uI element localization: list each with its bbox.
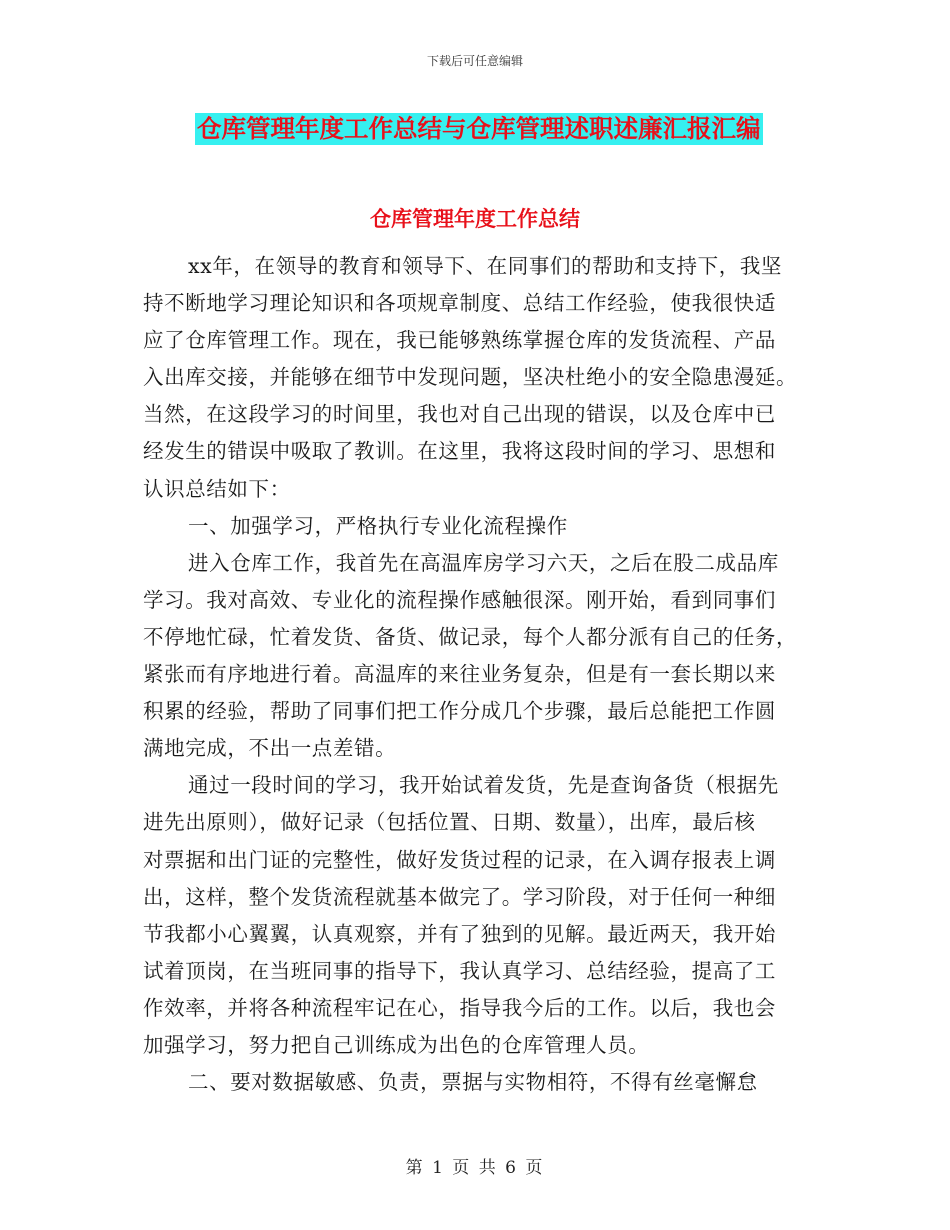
paragraph-line: 持不断地学习理论知识和各项规章制度、总结工作经验，使我很快适 [143, 291, 776, 316]
paragraph-line: 进先出原则），做好记录（包括位置、日期、数量），出库，最后核 [143, 810, 756, 835]
paragraph-line: xx年，在领导的教育和领导下、在同事们的帮助和支持下，我坚 [188, 254, 783, 278]
paragraph-line: 不停地忙碌，忙着发货、备货、做记录，每个人都分派有自己的任务， [143, 624, 798, 649]
heading-line: 二、要对数据敏感、负责，票据与实物相符，不得有丝毫懈怠 [188, 1070, 758, 1095]
paragraph-line: 进入仓库工作，我首先在高温库房学习六天，之后在股二成品库 [188, 550, 779, 575]
paragraph-line: 对票据和出门证的完整性，做好发货过程的记录，在入调存报表上调 [143, 847, 776, 872]
paragraph-line: 通过一段时间的学习，我开始试着发货，先是查询备货（根据先 [188, 773, 779, 798]
paragraph-line: 节我都小心翼翼，认真观察，并有了独到的见解。最近两天，我开始 [143, 921, 776, 946]
paragraph-line: 学习。我对高效、专业化的流程操作感触很深。刚开始，看到同事们 [143, 587, 776, 612]
paragraph-line: 作效率，并将各种流程牢记在心，指导我今后的工作。以后，我也会 [143, 995, 776, 1020]
paragraph-line: 积累的经验，帮助了同事们把工作分成几个步骤，最后总能把工作圆 [143, 699, 776, 724]
paragraph-line: 应了仓库管理工作。现在，我已能够熟练掌握仓库的发货流程、产品 [143, 328, 776, 353]
paragraph-line: 当然，在这段学习的时间里，我也对自己出现的错误，以及仓库中已 [143, 402, 776, 427]
body-text [143, 248, 800, 1101]
page-footer: 第 1 页 共 6 页 [405, 1158, 545, 1178]
header-note: 下载后可任意编辑 [426, 54, 523, 68]
paragraph-line: 入出库交接，并能够在细节中发现问题，坚决杜绝小的安全隐患漫延。 [143, 365, 798, 390]
paragraph-line: 出，这样，整个发货流程就基本做完了。学习阶段，对于任何一种细 [143, 884, 776, 909]
paragraph-line: 满地完成，不出一点差错。 [143, 736, 397, 761]
paragraph-line: 试着顶岗，在当班同事的指导下，我认真学习、总结经验，提高了工 [143, 958, 776, 983]
heading-line: 一、加强学习，严格执行专业化流程操作 [188, 513, 568, 538]
document-title: 仓库管理年度工作总结与仓库管理述职述廉汇报汇编 [197, 114, 761, 143]
paragraph-line: 紧张而有序地进行着。高温库的来往业务复杂，但是有一套长期以来 [143, 662, 776, 687]
section-title: 仓库管理年度工作总结 [370, 207, 580, 231]
paragraph-line: 经发生的错误中吸取了教训。在这里，我将这段时间的学习、思想和 [143, 439, 776, 464]
paragraph-line: 加强学习，努力把自己训练成为出色的仓库管理人员。 [143, 1032, 650, 1057]
paragraph-line: 认识总结如下： [143, 476, 291, 501]
